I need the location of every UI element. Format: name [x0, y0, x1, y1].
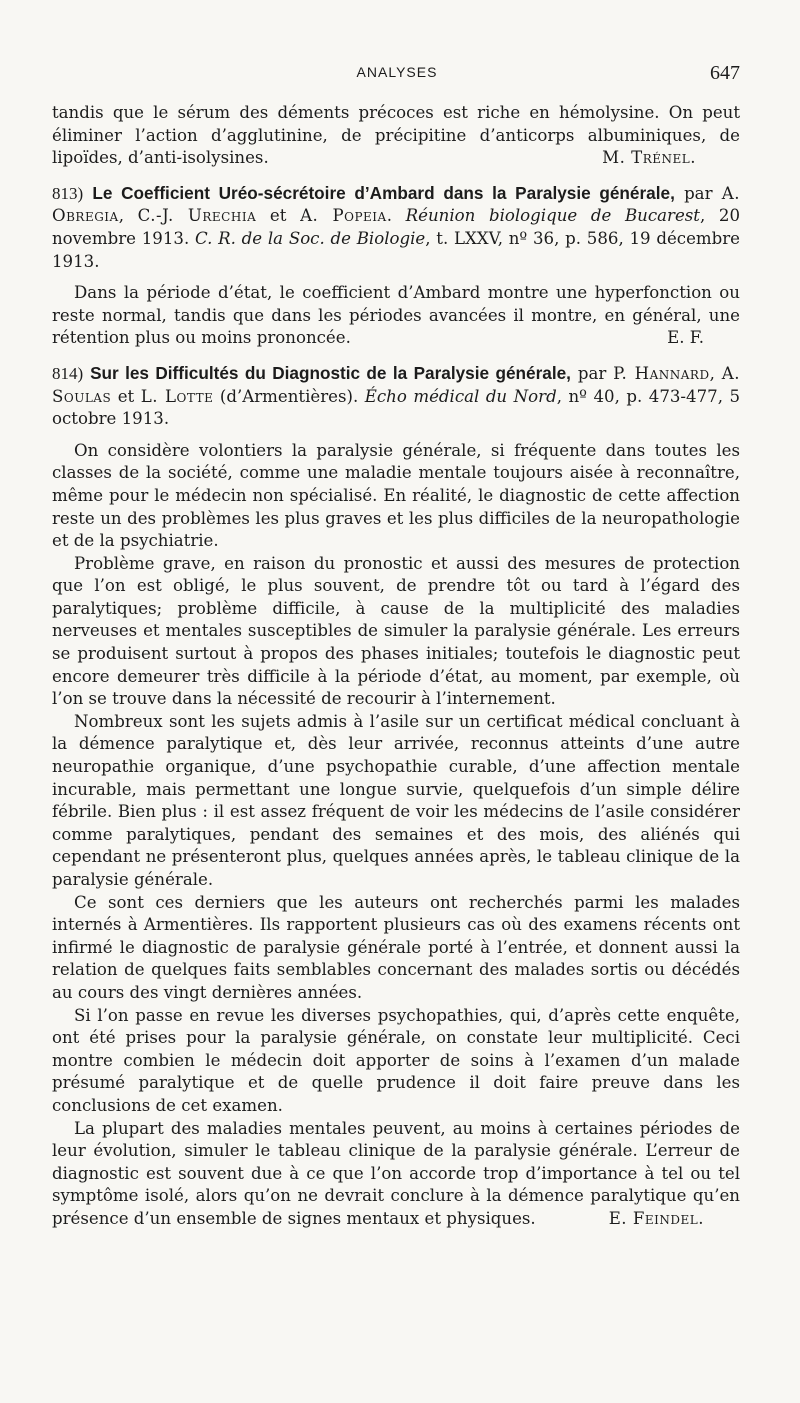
entry-813-source-journal: C. R. de la Soc. de Biologie: [195, 228, 426, 248]
entry-813-title: Le Coefficient Uréo-sécrétoire d’Ambard dans la Paralysie générale,: [92, 182, 675, 203]
entry-813-number: 813): [52, 183, 84, 203]
entry-814-signature: E. Feindel.: [608, 1208, 704, 1228]
entry-813-source-meeting: Réunion biologique de Bucarest: [405, 206, 700, 226]
page-header: [52, 62, 742, 88]
entry-814-paragraph-4: Ce sont ces derniers que les auteurs ont recherchés parmi les malades internés à Armentières. Ils rapportent plusieurs cas où des examens récents ont infirmé le diagnostic de paralysie générale porté à l’entrée, et donnent aussi la relation de quelques faits semblables concernant des malades sortis ou décédés au cours des vingt dernières années.: [52, 892, 740, 1002]
entry-814-paragraph-6-text: La plupart des maladies mentales peuvent, au moins à certaines périodes de leur évolution, simuler le tableau clinique de la paralysie générale. L’erreur de diagnostic est souvent due à ce que l’on accorde trop d’importance à tel ou tel symptôme isolé, alors qu’on ne devrait conclure à la démence paralytique qu’en présence d’un ensemble de signes mentaux et physiques.: [52, 1118, 740, 1228]
continuation-signature: M. Trénel.: [602, 148, 696, 168]
entry-814-paragraph-1: On considère volontiers la paralysie générale, si fréquente dans toutes les classes de la société, comme une maladie mentale toujours aisée à reconnaître, même pour le médecin non spécialisé. En réalité, le diagnostic de cette affection reste un des problèmes les plus graves et les plus difficiles de la neuropathologie et de la psychiatrie.: [52, 440, 740, 551]
continuation-text: tandis que le sérum des déments précoces est riche en hémolysine. On peut éliminer l’action d’agglutinine, de précipitine d’anticorps albuminiques, de lipoïdes, d’anti-isolysines.: [52, 103, 740, 168]
entry-814-by: par: [577, 363, 607, 383]
entry-814-title: Sur les Difficultés du Diagnostic de la Paralysie générale,: [90, 362, 571, 383]
entry-813-author-2: C.-J. Urechia: [137, 206, 257, 226]
entry-814-paragraph-3: Nombreux sont les sujets admis à l’asile sur un certificat médical concluant à la démence paralytique et, dès leur arrivée, reconnus atteints d’une autre neuropathie organique, d’une psychopathie curable, d’une affection mentale incurable, mais permettant une longue survie, quelquefois d’un simple délire fébrile. Bien plus : il est assez fréquent de voir les médecins de l’asile considérer comme paralytiques, pendant des semaines et des mois, des aliénés qui cependant ne présenteront plus, quelques années après, le tableau clinique de la paralysie générale.: [52, 711, 740, 889]
entry-813-abstract: [52, 282, 740, 350]
running-head: ANALYSES: [356, 64, 438, 80]
entry-813-source-details: , t. LXXV, nº 36, p. 586, 19 décembre 1913.: [52, 228, 741, 271]
abstract-entry-814: [52, 362, 740, 1231]
entry-814-author-3: L. Lotte: [140, 386, 214, 406]
entry-814-affiliation: (d’Armentières).: [219, 386, 359, 406]
entry-814-source-journal: Écho médical du Nord: [364, 386, 557, 406]
entry-813-author-3: A. Popeia: [300, 206, 387, 226]
entry-814-paragraph-5: Si l’on passe en revue les diverses psychopathies, qui, d’après cette enquête, ont été prises pour la paralysie générale, on constate leur multiplicité. Ceci montre combien le médecin doit apporter de soins à l’examen d’un malade présumé paralytique et de quelle prudence il doit faire preuve dans les conclusions de cet examen.: [52, 1005, 740, 1115]
abstract-entry-813: [52, 182, 740, 350]
page-number: 647: [710, 62, 740, 84]
entry-813-source-date: , 20 novembre 1913.: [52, 206, 741, 248]
entry-814-source-details: , nº 40, p. 473-477, 5 octobre 1913.: [52, 386, 741, 429]
entry-814-heading: 814) Sur les Difficultés du Diagnostic de la Paralysie générale, par P. Hannard, A. Soulas et L. Lotte (d’Armentières). Écho médical du Nord, nº 40, p. 473-477, 5 octobre 1913.: [52, 362, 741, 429]
entry-813-signature: E. F.: [667, 328, 704, 348]
entry-813-author-1: A. Obregia: [52, 183, 740, 226]
entry-814-paragraph-2: Problème grave, en raison du pronostic et aussi des mesures de protection que l’on est obligé, le plus souvent, de prendre tôt ou tard à l’égard des paralytiques; problème difficile, à cause de la multiplicité des maladies nerveuses et mentales susceptibles de simuler la paralysie générale. Les erreurs se produisent surtout à propos des phases initiales; toutefois le diagnostic peut encore demeurer très difficile à la période d’état, au moment, par exemple, où l’on se trouve dans la nécessité de recourir à l’internement.: [52, 553, 740, 709]
continuation-paragraph: [52, 102, 740, 170]
entry-814-author-1: P. Hannard: [613, 363, 710, 383]
entry-813-abstract-text: Dans la période d’état, le coefficient d’Ambard montre une hyperfonction ou reste normal, tandis que dans les périodes avancées il montre, en général, une rétention plus ou moins prononcée.: [52, 283, 740, 348]
entry-814-author-2: A. Soulas: [52, 363, 741, 406]
entry-813-heading: 813) Le Coefficient Uréo-sécrétoire d’Ambard dans la Paralysie générale, par A. Obregia, C.-J. Urechia et A. Popeia. Réunion biologique de Bucarest, 20 novembre 1913. C. R. de la Soc. de Biologie, t. LXXV, nº 36, p. 586, 19 décembre 1913.: [52, 182, 741, 271]
page-body: [52, 102, 740, 1231]
entry-814-number: 814): [52, 363, 84, 383]
entry-814-paragraph-6: [52, 1118, 740, 1231]
entry-814-and: et: [117, 386, 135, 406]
entry-813-and: et: [269, 206, 287, 226]
entry-813-by: par: [684, 183, 713, 203]
